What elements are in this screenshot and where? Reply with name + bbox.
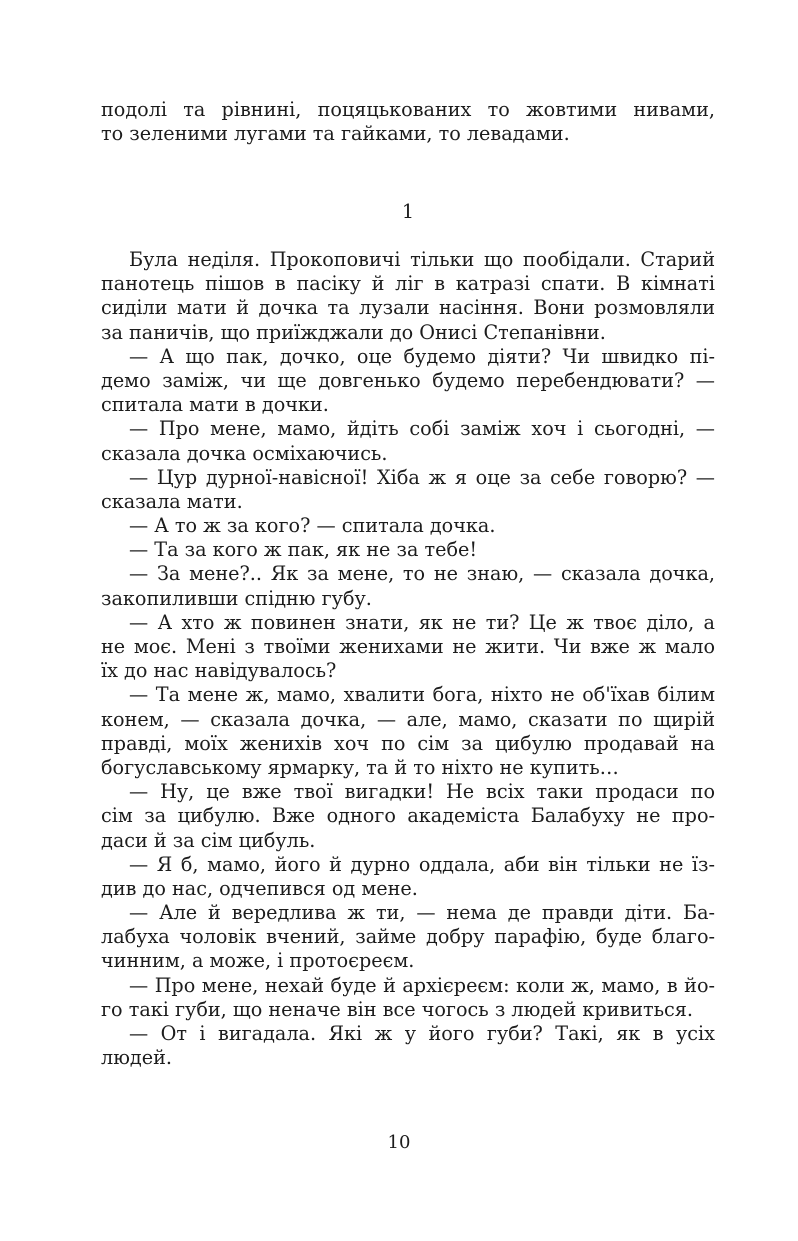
text-line: панотець пішов в пасіку й ліг в катразі спати. В кімнаті [101,272,715,296]
text-line: закопиливши спідню губу. [101,586,372,610]
text-line: — Та мене ж, мамо, хвалити бога, ніхто не об'їхав білим [129,683,715,707]
text-line: правді, моїх женихів хоч по сім за цибулю продавай на [101,731,715,755]
body-text [101,248,715,1070]
text-line: сказала мати. [101,489,243,513]
text-line: див до нас, одчепився од мене. [101,876,418,900]
page-number: 10 [387,1132,411,1153]
text-line: Була неділя. Прокоповичі тільки що пообідали. Старий [129,248,715,271]
text-line: — От і вигадала. Які ж у його губи? Такі, як в усіх [129,1022,715,1045]
text-line: — Про мене, мамо, йдіть собі заміж хоч і сьогодні, — [129,417,715,441]
text-line: — Цур дурної-навісної! Хіба ж я оце за себе говорю? — [129,465,715,489]
text-line: даси й за сім цибуль. [101,828,316,852]
text-line: — А то ж за кого? — спитала дочка. [129,514,496,538]
book-page [101,98,715,1070]
text-line: сказала дочка осміхаючись. [101,441,388,465]
intro-paragraph [101,98,715,146]
text-line: їх до нас навідувалось? [101,659,337,683]
text-line: богуславському ярмарку, та й то ніхто не купить… [101,755,619,779]
text-line: людей. [101,1046,172,1070]
text-line: — За мене?.. Як за мене, то не знаю, — сказала дочка, [129,562,715,586]
text-line: конем, — сказала дочка, — але, мамо, сказати по щирій [101,707,715,731]
text-line: — Ну, це вже твої вигадки! Не всіх таки продаси по [129,780,715,804]
text-line: сиділи мати й дочка та лузали насіння. Вони розмовляли [101,296,715,320]
text-line: го такі губи, що неначе він все чогось з людей кривиться. [101,997,694,1021]
text-line: то зеленими лугами та гайками, то левадами. [101,122,570,146]
text-line: — Та за кого ж пак, як не за тебе! [129,538,478,562]
text-line: — Я б, мамо, його й дурно оддала, аби він тільки не їз- [129,852,715,876]
text-line: — А хто ж повинен знати, як не ти? Це ж твоє діло, а [129,610,715,634]
text-line: не моє. Мені з твоїми женихами не жити. Чи вже ж мало [101,635,715,658]
text-line: подолі та рівнині, поцяцькованих то жовтими нивами, [101,98,715,121]
text-line: демо заміж, чи ще довгенько будемо перебендювати? — [101,368,715,392]
text-line: сім за цибулю. Вже одного академіста Балабуху не про- [101,804,715,828]
text-line: за паничів, що приїжджали до Онисі Степанівни. [101,320,606,344]
text-line: — Але й вередлива ж ти, — нема де правди діти. Ба- [129,901,715,925]
text-line: лабуха чоловік вчений, займе добру парафію, буде благо- [101,925,715,949]
text-line: — Про мене, нехай буде й архієреєм: коли ж, мамо, в йо- [129,973,715,997]
text-line: чинним, а може, і протоєреєм. [101,949,415,973]
text-line: спитала мати в дочки. [101,393,329,417]
chapter-number: 1 [401,200,415,223]
text-line: — А що пак, дочко, оце будемо діяти? Чи швидко пі- [129,344,715,368]
